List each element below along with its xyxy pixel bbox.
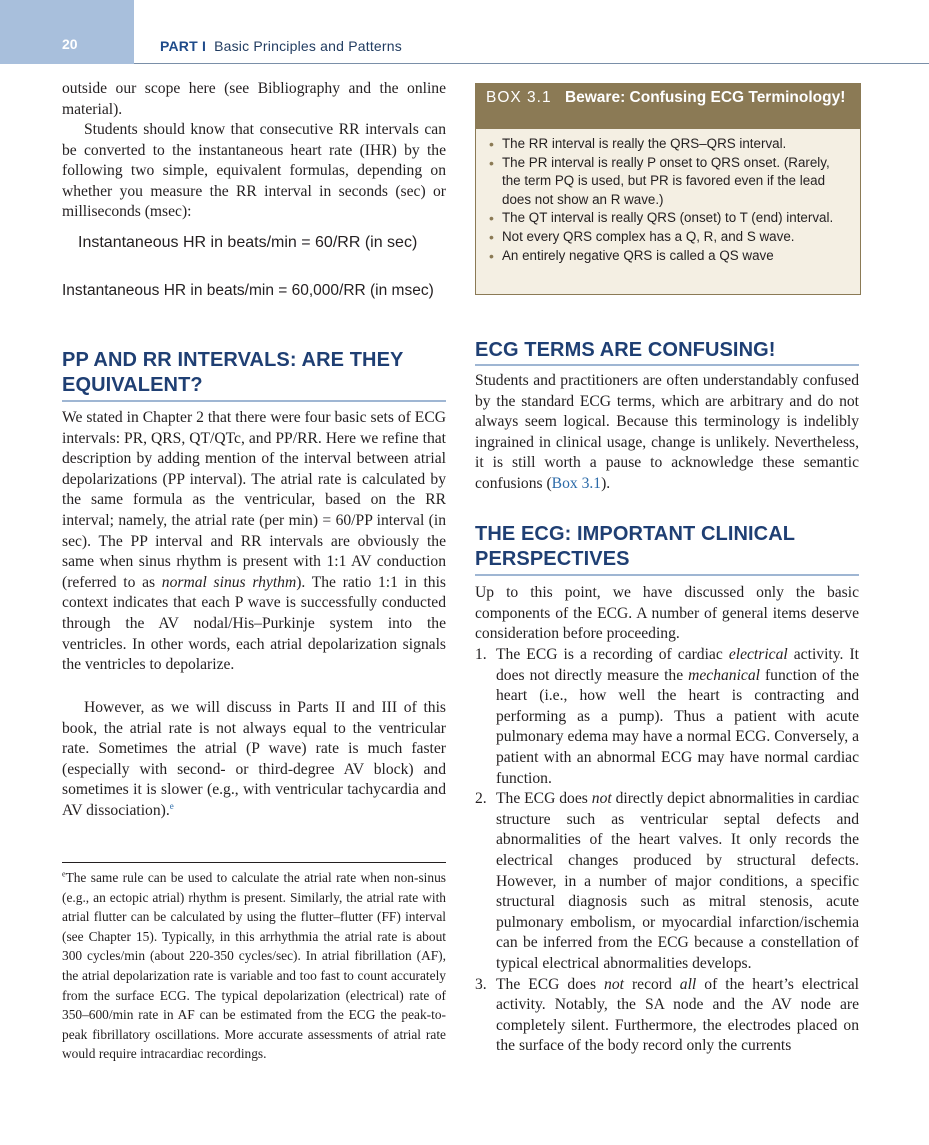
part-title: Basic Principles and Patterns	[214, 38, 402, 54]
box-3-1-link[interactable]: Box 3.1	[551, 474, 602, 492]
box-item: • The QT interval is really QRS (onset) to T (end) interval.	[502, 209, 848, 228]
formula-msec: Instantaneous HR in beats/min = 60,000/RR (in msec)	[62, 282, 434, 299]
list-item: 3. The ECG does not record all of the heart’s electrical activity. Notably, the SA node and the AV node are completely silent. Furthermore, the electrodes placed on the surface of the body record only the currents	[475, 975, 860, 1055]
page-number-tab	[0, 0, 134, 64]
list-item: 1. The ECG is a recording of cardiac electrical activity. It does not directly measure the mechanical function of the heart (i.e., how well the heart is contracting and performing as a pump). Thus a patient with acute pulmonary edema may have a normal ECG. Conversely, a patient with an abnormal ECG may have normal cardiac function.	[475, 646, 859, 787]
box-header	[476, 84, 860, 129]
box-3-1	[475, 83, 861, 295]
box-title: Beware: Confusing ECG Terminology!	[564, 89, 846, 106]
paragraph-atrial-rate: However, as we will discuss in Parts II and III of this book, the atrial rate is not always equal to the ventricular rate. Sometimes the atrial (P wave) rate is much faster (especially with second- or third-degree AV block) and sometimes it is slower (e.g., with ventricular tachycardia and AV dissociation).$^e$	[62, 699, 446, 819]
heading-ecg-terms: ECG TERMS ARE CONFUSING!	[475, 339, 776, 361]
page-number: 20	[62, 36, 78, 52]
clinical-points-list	[475, 645, 859, 1057]
footnote-ref[interactable]: e	[169, 800, 174, 811]
box-list	[476, 129, 860, 265]
paragraph-ecg-terms: Students and practitioners are often understandably confused by the standard ECG terms, which are arbitrary and do not always seem logical. Because this terminology is indelibly ingrained in clinical usage, change is unlikely. Nevertheless, it is still worth a pause to acknowledge these semantic confusions (Box 3.1).	[475, 372, 859, 492]
part-label: PART I	[160, 38, 207, 54]
footnote-marker: e	[62, 869, 66, 879]
paragraph-scope: outside our scope here (see Bibliography and the online material).	[62, 80, 446, 118]
header-rule	[134, 63, 929, 64]
box-item: • An entirely negative QRS is called a QS wave	[502, 247, 848, 266]
list-number: 2.	[475, 790, 487, 808]
list-item: 2. The ECG does not directly depict abnormalities in cardiac structure such as ventricular septal defects and abnormalities of the heart valves. It only records the electrical changes produced by structural defects. However, in a number of major conditions, a specific structural diagnosis such as mitral stenosis, acute pulmonary embolism, or myocardial infarction/ischemia can be inferred from the ECG because a constellation of typical electrical abnormalities develops.	[475, 790, 860, 972]
heading-clinical-perspectives: THE ECG: IMPORTANT CLINICAL PERSPECTIVES	[475, 523, 795, 570]
box-item: • The PR interval is really P onset to QRS onset. (Rarely, the term PQ is used, but PR is favored even if the lead does not show an R wave.)	[502, 154, 848, 210]
paragraph-pp-intervals: We stated in Chapter 2 that there were four basic sets of ECG intervals: PR, QRS, QT/QTc, and PP/RR. Here we refine that description by adding mention of the interval between atrial depolarizations (PP interval). The atrial rate is calculated by the same formula as the ventricular, based on the RR interval; namely, the atrial rate (per min) = 60/PP interval (in sec). The PP interval and RR intervals are obviously the same when sinus rhythm is present with 1:1 AV conduction (referred to as normal sinus rhythm). The ratio 1:1 in this context indicates that each P wave is successfully conducted through the AV nodal/His–Purkinje system into the ventricles. In other words, each atrial depolarization signals the ventricles to depolarize.	[62, 409, 446, 674]
box-number: BOX 3.1	[486, 89, 552, 106]
paragraph-clinical-intro: Up to this point, we have discussed only the basic components of the ECG. A number of general items deserve consideration before proceeding.	[475, 584, 859, 643]
formula-sec: Instantaneous HR in beats/min = 60/RR (in sec)	[78, 234, 418, 251]
list-number: 3.	[475, 975, 487, 993]
heading-rule	[475, 574, 859, 576]
heading-pp-rr: PP AND RR INTERVALS: ARE THEY EQUIVALENT?	[62, 349, 404, 396]
paragraph-students: Students should know that consecutive RR intervals can be converted to the instantaneous heart rate (IHR) by the following two simple, equivalent formulas, depending on whether you measure the RR interval in seconds (sec) or milliseconds (msec):	[62, 121, 446, 221]
heading-rule	[475, 364, 859, 366]
list-number: 1.	[475, 646, 487, 663]
heading-rule	[62, 400, 446, 402]
footnote-rule	[62, 862, 446, 863]
box-item: • Not every QRS complex has a Q, R, and S wave.	[502, 228, 848, 247]
running-head	[160, 38, 402, 54]
box-item: • The RR interval is really the QRS–QRS interval.	[502, 135, 848, 154]
footnote: $^e$The same rule can be used to calculate the atrial rate when non-sinus (e.g., an ectopic atrial) rhythm is present. Similarly, the atrial rate with atrial flutter can be calculated by using the flutter–flutter (FF) interval (see Chapter 15). Typically, in this arrhythmia the atrial rate is about 300 cycles/min (about 220-350 cycles/sec). In atrial fibrillation (AF), the atrial depolarization rate is variable and too fast to count accurately from the surface ECG. The typical depolarization (electrical) rate of 350–600/min rate in AF can be estimated from the ECG the peak-to-peak fibrillatory oscillations. More accurate assessments of atrial rate would require intracardiac recordings.	[62, 869, 446, 1062]
